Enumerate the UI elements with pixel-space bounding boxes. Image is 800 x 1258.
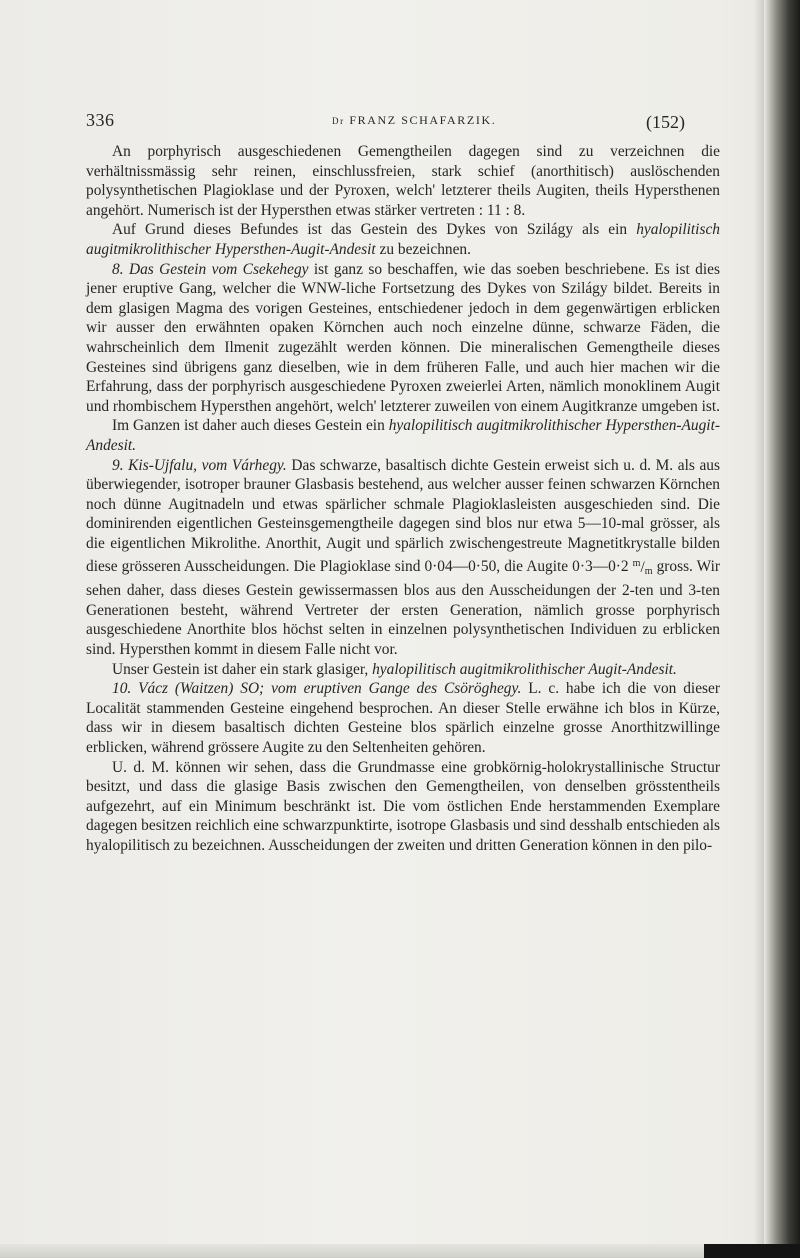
section-9-heading: 9. Kis-Ujfalu, vom Várhegy. (112, 456, 287, 474)
paragraph-5 (86, 456, 720, 660)
paragraph-4-rock-name: hyalopilitisch augitmikrolithischer Hypersthen-Augit-Andesit. (86, 417, 720, 454)
paragraph-2-rock-name: hyalopilitisch augitmikrolithischer Hypersthen-Augit-Andesit (86, 221, 720, 258)
page-edge-shadow (754, 0, 764, 1258)
author-name: FRANZ SCHAFARZIK. (349, 113, 497, 127)
body-text (86, 142, 720, 856)
section-10-heading: 10. Vácz (Waitzen) SO; vom eruptiven Gange des Csöröghegy. (112, 680, 522, 698)
section-8-heading: 8. Das Gestein vom Csekehegy (112, 260, 309, 278)
paragraph-8: U. d. M. können wir sehen, dass die Grundmasse eine grobkörnig-holokrystallinische Structur besitzt, und dass die glasige Basis zwischen den Gemengtheilen, von denselben grösstentheils aufgezehrt, auf ein Minimum beschränkt ist. Die vom östlichen Ende herstammenden Exemplare dagegen besitzen reichlich eine schwarzpunktirte, isotrope Glasbasis und sind desshalb entschieden als hyalopilitisch zu bezeichnen. Ausscheidungen der zweiten und dritten Generation können in den pilo- (86, 758, 720, 854)
page-binding-edge (764, 0, 800, 1258)
paragraph-1: An porphyrisch ausgeschiedenen Gemengtheilen dagegen sind zu verzeichnen die verhältnissmässig sehr reinen, einschlussfreien, stark schief (anorthitisch) auslöschenden polysynthetischen Plagioklase und der Pyroxen, welch' letzterer theils Augiten, theils Hypersthenen angehört. Numerisch ist der Hypersthen etwas stärker vertreten : 11 : 8. (86, 143, 720, 219)
paragraph-7 (86, 679, 720, 757)
paragraph-4-text: Im Ganzen ist daher auch dieses Gestein ein (112, 417, 385, 435)
paragraph-3 (86, 260, 720, 417)
paragraph-5-text-b: gross. Wir sehen daher, dass dieses Gestein gewissermassen blos aus den Ausscheidungen der 2-ten und 3-ten Generationen besteht, während Vertreter der ersten Generation, nämlich grosse porphyrisch ausgeschiedene Anorthite blos höchst selten in einzelnen polysynthetischen Individuen zu erblicken sind. Hypersthen kommt in diesem Falle nicht vor. (86, 558, 720, 658)
paragraph-6-text: Unser Gestein ist daher ein stark glasiger, (112, 660, 369, 678)
paragraph-3-text: ist ganz so beschaffen, wie das soeben beschriebene. Es ist dies jener eruptive Gang, welcher die WNW-liche Fortsetzung des Dykes von Szilágy bildet. Bereits in dem glasigen Magma des vorigen Gesteines, entschiedener jedoch in dem gegenwärtigen erblicken wir ausser den erwähnten opaken Körnchen auch noch einzelne dünne, schwarze Fäden, die wahrscheinlich dem Ilmenit zugezählt werden können. Die mineralischen Gemengtheile dieses Gesteines sind übrigens ganz dieselben, wie in dem früheren Falle, und auch hier machen wir die Erfahrung, dass der porphyrisch ausgeschiedene Pyroxen zweierlei Arten, nämlich monoklinem Augit und rhombischem Hypersthen angehört, welch' letzterer zuweilen von einem Augitkranze umgeben ist. (86, 260, 721, 415)
unit-mm-bottom: m (644, 565, 653, 577)
author-prefix: Dr (332, 116, 345, 126)
scan-corner (704, 1244, 800, 1258)
paragraph-2 (86, 220, 720, 259)
running-head (332, 113, 496, 128)
paragraph-4 (86, 416, 720, 455)
page-header (86, 106, 720, 134)
page-bottom-edge (0, 1244, 800, 1258)
paragraph-7-text: L. c. habe ich die von dieser Localität stammenden Gesteine eingehend besprochen. An dieser Stelle erwähne ich blos in Kürze, dass wir in diesem basaltisch dichten Gesteine blos spärlich einzelne grosse Anorthitzwillinge erblicken, während grössere Augite zu den Seltenheiten gehören. (86, 680, 720, 756)
page-number: 336 (86, 110, 115, 130)
unit-mm-top: m (632, 557, 641, 569)
page-reference: (152) (646, 112, 685, 132)
paragraph-6 (86, 660, 720, 680)
paragraph-5-text-a: Das schwarze, basaltisch dichte Gestein erweist sich u. d. M. als aus überwiegender, isotroper brauner Glasbasis bestehend, aus welcher ausser feinen schwarzen Körnchen noch dünne Augitnadeln und etwas spärlicher schmale Plagioklasleisten ausgeschieden sind. Die dominirenden eigentlichen Gesteinsgemengtheile dagegen sind blos nur etwa 5—10-mal grösser, als die eigentlichen Mikrolithe. Anorthit, Augit und spärlich zwischengestreute Magnetitkrystalle bilden diese grösseren Ausscheidungen. Die Plagioklase sind 0·04—0·50, die Augite 0·3—0·2 (86, 456, 720, 576)
unit-mm: $^m/_m$ (632, 557, 653, 577)
paragraph-2-tail: zu bezeichnen. (379, 240, 471, 258)
paragraph-6-rock-name: hyalopilitisch augitmikrolithischer Augit-Andesit. (372, 660, 677, 678)
paragraph-2-text: Auf Grund dieses Befundes ist das Gestein des Dykes von Szilágy als ein (112, 221, 628, 239)
